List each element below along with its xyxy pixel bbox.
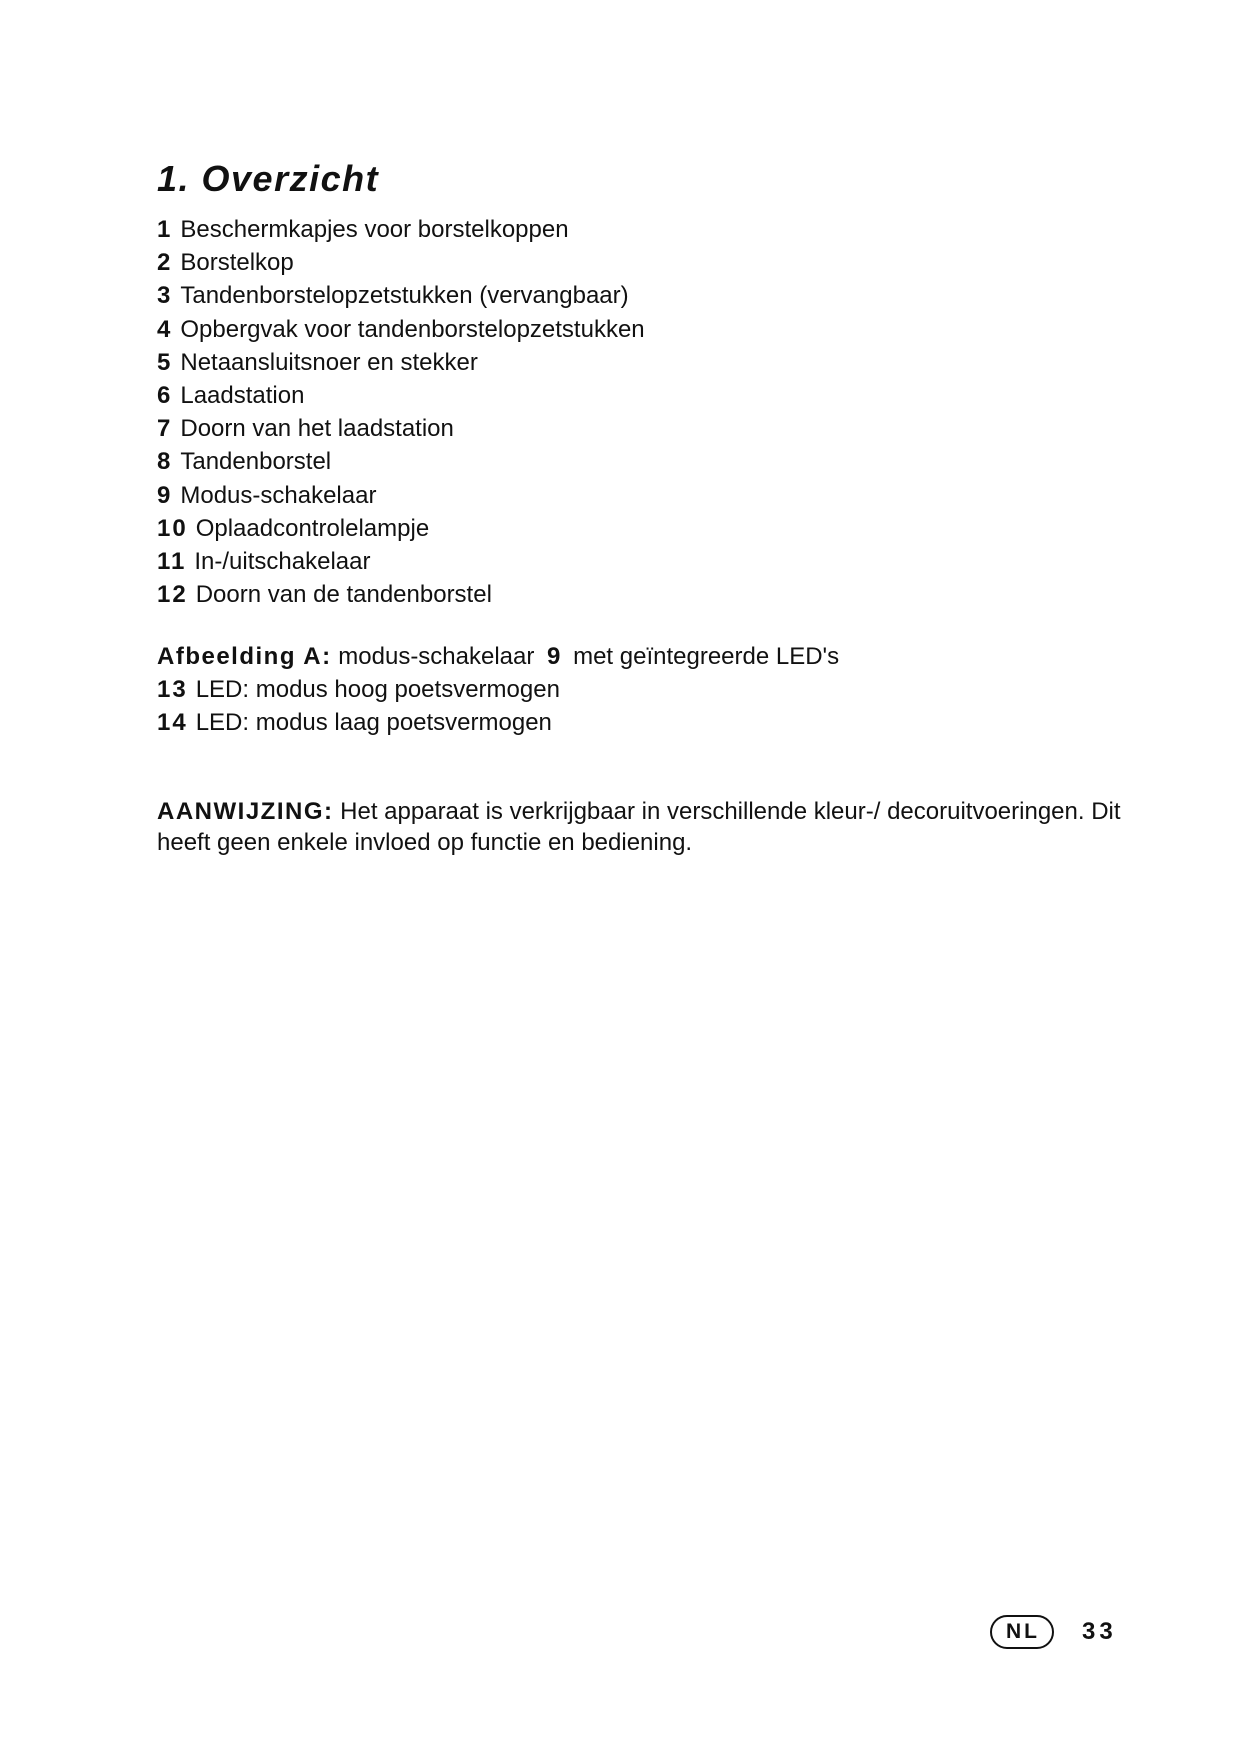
- list-item: [157, 479, 645, 512]
- page-footer: [990, 1614, 1117, 1650]
- list-item: [157, 412, 645, 445]
- list-item: [157, 706, 839, 739]
- item-label: Doorn van de tandenborstel: [195, 581, 492, 609]
- item-number: 2: [157, 249, 173, 277]
- figure-caption: [157, 640, 839, 673]
- item-label: Netaansluitsnoer en stekker: [180, 348, 478, 376]
- list-item: [157, 545, 645, 578]
- list-item: [157, 673, 839, 706]
- note-text: Het apparaat is verkrijgbaar in verschillende kleur-/ decoruitvoeringen. Dit heeft geen enkele invloed op functie en bediening.: [157, 798, 1121, 856]
- section-title: 1. Overzicht: [157, 158, 380, 199]
- item-number: 6: [157, 381, 173, 409]
- figure-caption-ref: 9: [547, 643, 561, 670]
- item-number: 13: [157, 676, 188, 703]
- item-label: Borstelkop: [180, 249, 294, 277]
- page-number: 33: [1082, 1618, 1117, 1645]
- figure-caption-text-before: modus-schakelaar: [338, 643, 535, 670]
- item-number: 14: [157, 709, 188, 736]
- item-label: LED: modus hoog poetsvermogen: [195, 676, 560, 703]
- figure-caption-lead: Afbeelding A:: [157, 643, 332, 670]
- item-number: 8: [157, 448, 173, 476]
- item-label: Doorn van het laadstation: [180, 415, 454, 443]
- item-label: In-/uitschakelaar: [194, 547, 371, 575]
- list-item: [157, 445, 645, 478]
- item-label: Tandenborstelopzetstukken (vervangbaar): [180, 282, 629, 310]
- figure-a-block: [157, 640, 839, 739]
- item-number: 5: [157, 348, 173, 376]
- item-number: 7: [157, 415, 173, 443]
- item-number: 3: [157, 282, 173, 310]
- item-number: 9: [157, 481, 173, 509]
- item-label: LED: modus laag poetsvermogen: [195, 709, 552, 736]
- note-paragraph: [157, 796, 1137, 858]
- list-item: [157, 279, 645, 312]
- item-label: Laadstation: [180, 381, 305, 409]
- item-label: Modus-schakelaar: [180, 481, 377, 509]
- figure-list: [157, 673, 839, 739]
- item-number: 10: [157, 514, 188, 542]
- item-label: Opbergvak voor tandenborstelopzetstukken: [180, 315, 645, 343]
- item-label: Tandenborstel: [180, 448, 332, 476]
- list-item: [157, 313, 645, 346]
- item-label: Beschermkapjes voor borstelkoppen: [180, 216, 569, 243]
- note-lead: AANWIJZING:: [157, 798, 334, 825]
- item-number: 12: [157, 581, 188, 609]
- list-item: [157, 246, 645, 279]
- language-badge: NL: [990, 1615, 1054, 1649]
- list-item: [157, 578, 645, 611]
- figure-caption-text-after: met geïntegreerde LED's: [573, 643, 840, 670]
- parts-list: [157, 213, 645, 611]
- item-number: 1: [157, 216, 173, 243]
- list-item: [157, 346, 645, 379]
- item-label: Oplaadcontrolelampje: [195, 514, 430, 542]
- list-item: [157, 379, 645, 412]
- item-number: 11: [157, 547, 187, 575]
- list-item: [157, 213, 645, 246]
- item-number: 4: [157, 315, 173, 343]
- list-item: [157, 512, 645, 545]
